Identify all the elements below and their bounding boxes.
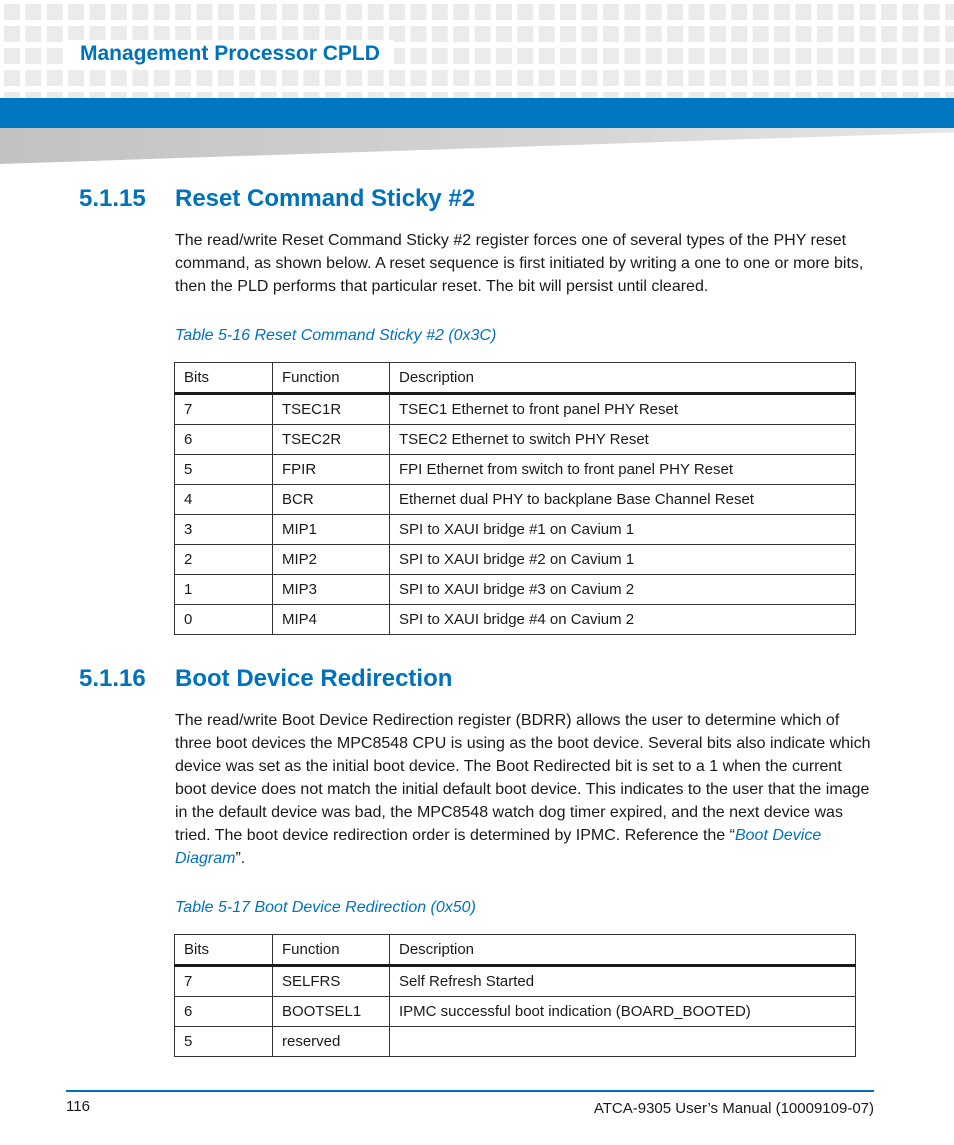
section-heading-boot-device xyxy=(79,664,452,694)
table-cell: TSEC1 Ethernet to front panel PHY Reset xyxy=(390,394,856,425)
table-row xyxy=(175,605,856,635)
boot-device-diagram-link[interactable]: Boot Device Diagram xyxy=(175,827,822,867)
table-cell: Self Refresh Started xyxy=(390,966,856,997)
table-cell: MIP3 xyxy=(273,575,390,605)
boot-device-table xyxy=(174,934,856,1057)
header-cell: Function xyxy=(273,935,390,966)
table-cell: 7 xyxy=(175,394,273,425)
table-cell: SPI to XAUI bridge #3 on Cavium 2 xyxy=(390,575,856,605)
header-cell: Bits xyxy=(175,935,273,966)
section-heading-reset-command xyxy=(79,184,475,214)
table-cell xyxy=(390,1027,856,1057)
table-row xyxy=(175,394,856,425)
table-cell: 2 xyxy=(175,545,273,575)
table-header-row xyxy=(175,935,856,966)
table-cell: SPI to XAUI bridge #4 on Cavium 2 xyxy=(390,605,856,635)
table-row xyxy=(175,425,856,455)
section-title: Boot Device Redirection xyxy=(175,665,453,692)
table-row xyxy=(175,485,856,515)
table-cell: 0 xyxy=(175,605,273,635)
header-title: Management Processor CPLD xyxy=(66,40,394,68)
table-cell: SPI to XAUI bridge #1 on Cavium 1 xyxy=(390,515,856,545)
table-cell: SELFRS xyxy=(273,966,390,997)
table-cell: TSEC1R xyxy=(273,394,390,425)
section-number: 5.1.16 xyxy=(79,665,146,692)
quote-open: “ xyxy=(729,827,735,844)
table-header-row xyxy=(175,363,856,394)
header-cell: Function xyxy=(273,363,390,394)
table-cell: 7 xyxy=(175,966,273,997)
table-cell: TSEC2R xyxy=(273,425,390,455)
table-cell: FPI Ethernet from switch to front panel PHY Reset xyxy=(390,455,856,485)
table-cell: SPI to XAUI bridge #2 on Cavium 1 xyxy=(390,545,856,575)
table-row xyxy=(175,515,856,545)
table-cell: 5 xyxy=(175,1027,273,1057)
table-cell: BCR xyxy=(273,485,390,515)
reset-command-table xyxy=(174,362,856,635)
table-row xyxy=(175,997,856,1027)
table-row xyxy=(175,966,856,997)
table-cell: reserved xyxy=(273,1027,390,1057)
table-cell: MIP1 xyxy=(273,515,390,545)
header-band xyxy=(0,98,954,128)
table-row xyxy=(175,455,856,485)
page-number: 116 xyxy=(66,1098,90,1115)
table-row xyxy=(175,575,856,605)
header-cell: Description xyxy=(390,363,856,394)
table-caption: Table 5-17 Boot Device Redirection (0x50) xyxy=(175,899,476,916)
body-text: The read/write Boot Device Redirection register (BDRR) allows the user to determine which of three boot devices the MPC8548 CPU is using as the boot device. Several bits also indicate which device was set as the initial boot device. The Boot Redirected bit is set to a 1 when the current boot device does not match the initial default boot device. This indicates to the user that the image in the default device was bad, the MPC8548 watch dog timer expired, and the next device was tried. The boot device redirection order is determined by IPMC. Reference the xyxy=(175,712,871,844)
table-cell: 6 xyxy=(175,997,273,1027)
section-body: The read/write Reset Command Sticky #2 register forces one of several types of the PHY reset command, as shown below. A reset sequence is first initiated by writing a one to one or more bits, then the PLD performs that particular reset. The bit will persist until cleared. xyxy=(175,232,864,295)
header-cell: Description xyxy=(390,935,856,966)
table-cell: IPMC successful boot indication (BOARD_BOOTED) xyxy=(390,997,856,1027)
manual-title: ATCA-9305 User’s Manual (10009109-07) xyxy=(593,1100,874,1117)
section-title: Reset Command Sticky #2 xyxy=(175,185,476,212)
footer-rule xyxy=(66,1090,874,1092)
section-number: 5.1.15 xyxy=(79,185,146,212)
table-cell: 6 xyxy=(175,425,273,455)
table-cell: FPIR xyxy=(273,455,390,485)
header-cell: Bits xyxy=(175,363,273,394)
table-cell: MIP2 xyxy=(273,545,390,575)
table-cell: Ethernet dual PHY to backplane Base Channel Reset xyxy=(390,485,856,515)
table-caption: Table 5-16 Reset Command Sticky #2 (0x3C) xyxy=(175,327,497,344)
table-cell: 5 xyxy=(175,455,273,485)
header-wedge xyxy=(0,128,954,164)
quote-close: ”. xyxy=(235,850,246,867)
table-row xyxy=(175,1027,856,1057)
section-body xyxy=(175,709,875,870)
table-cell: 3 xyxy=(175,515,273,545)
table-cell: MIP4 xyxy=(273,605,390,635)
table-row xyxy=(175,545,856,575)
table-cell: TSEC2 Ethernet to switch PHY Reset xyxy=(390,425,856,455)
table-cell: 4 xyxy=(175,485,273,515)
table-cell: BOOTSEL1 xyxy=(273,997,390,1027)
table-cell: 1 xyxy=(175,575,273,605)
